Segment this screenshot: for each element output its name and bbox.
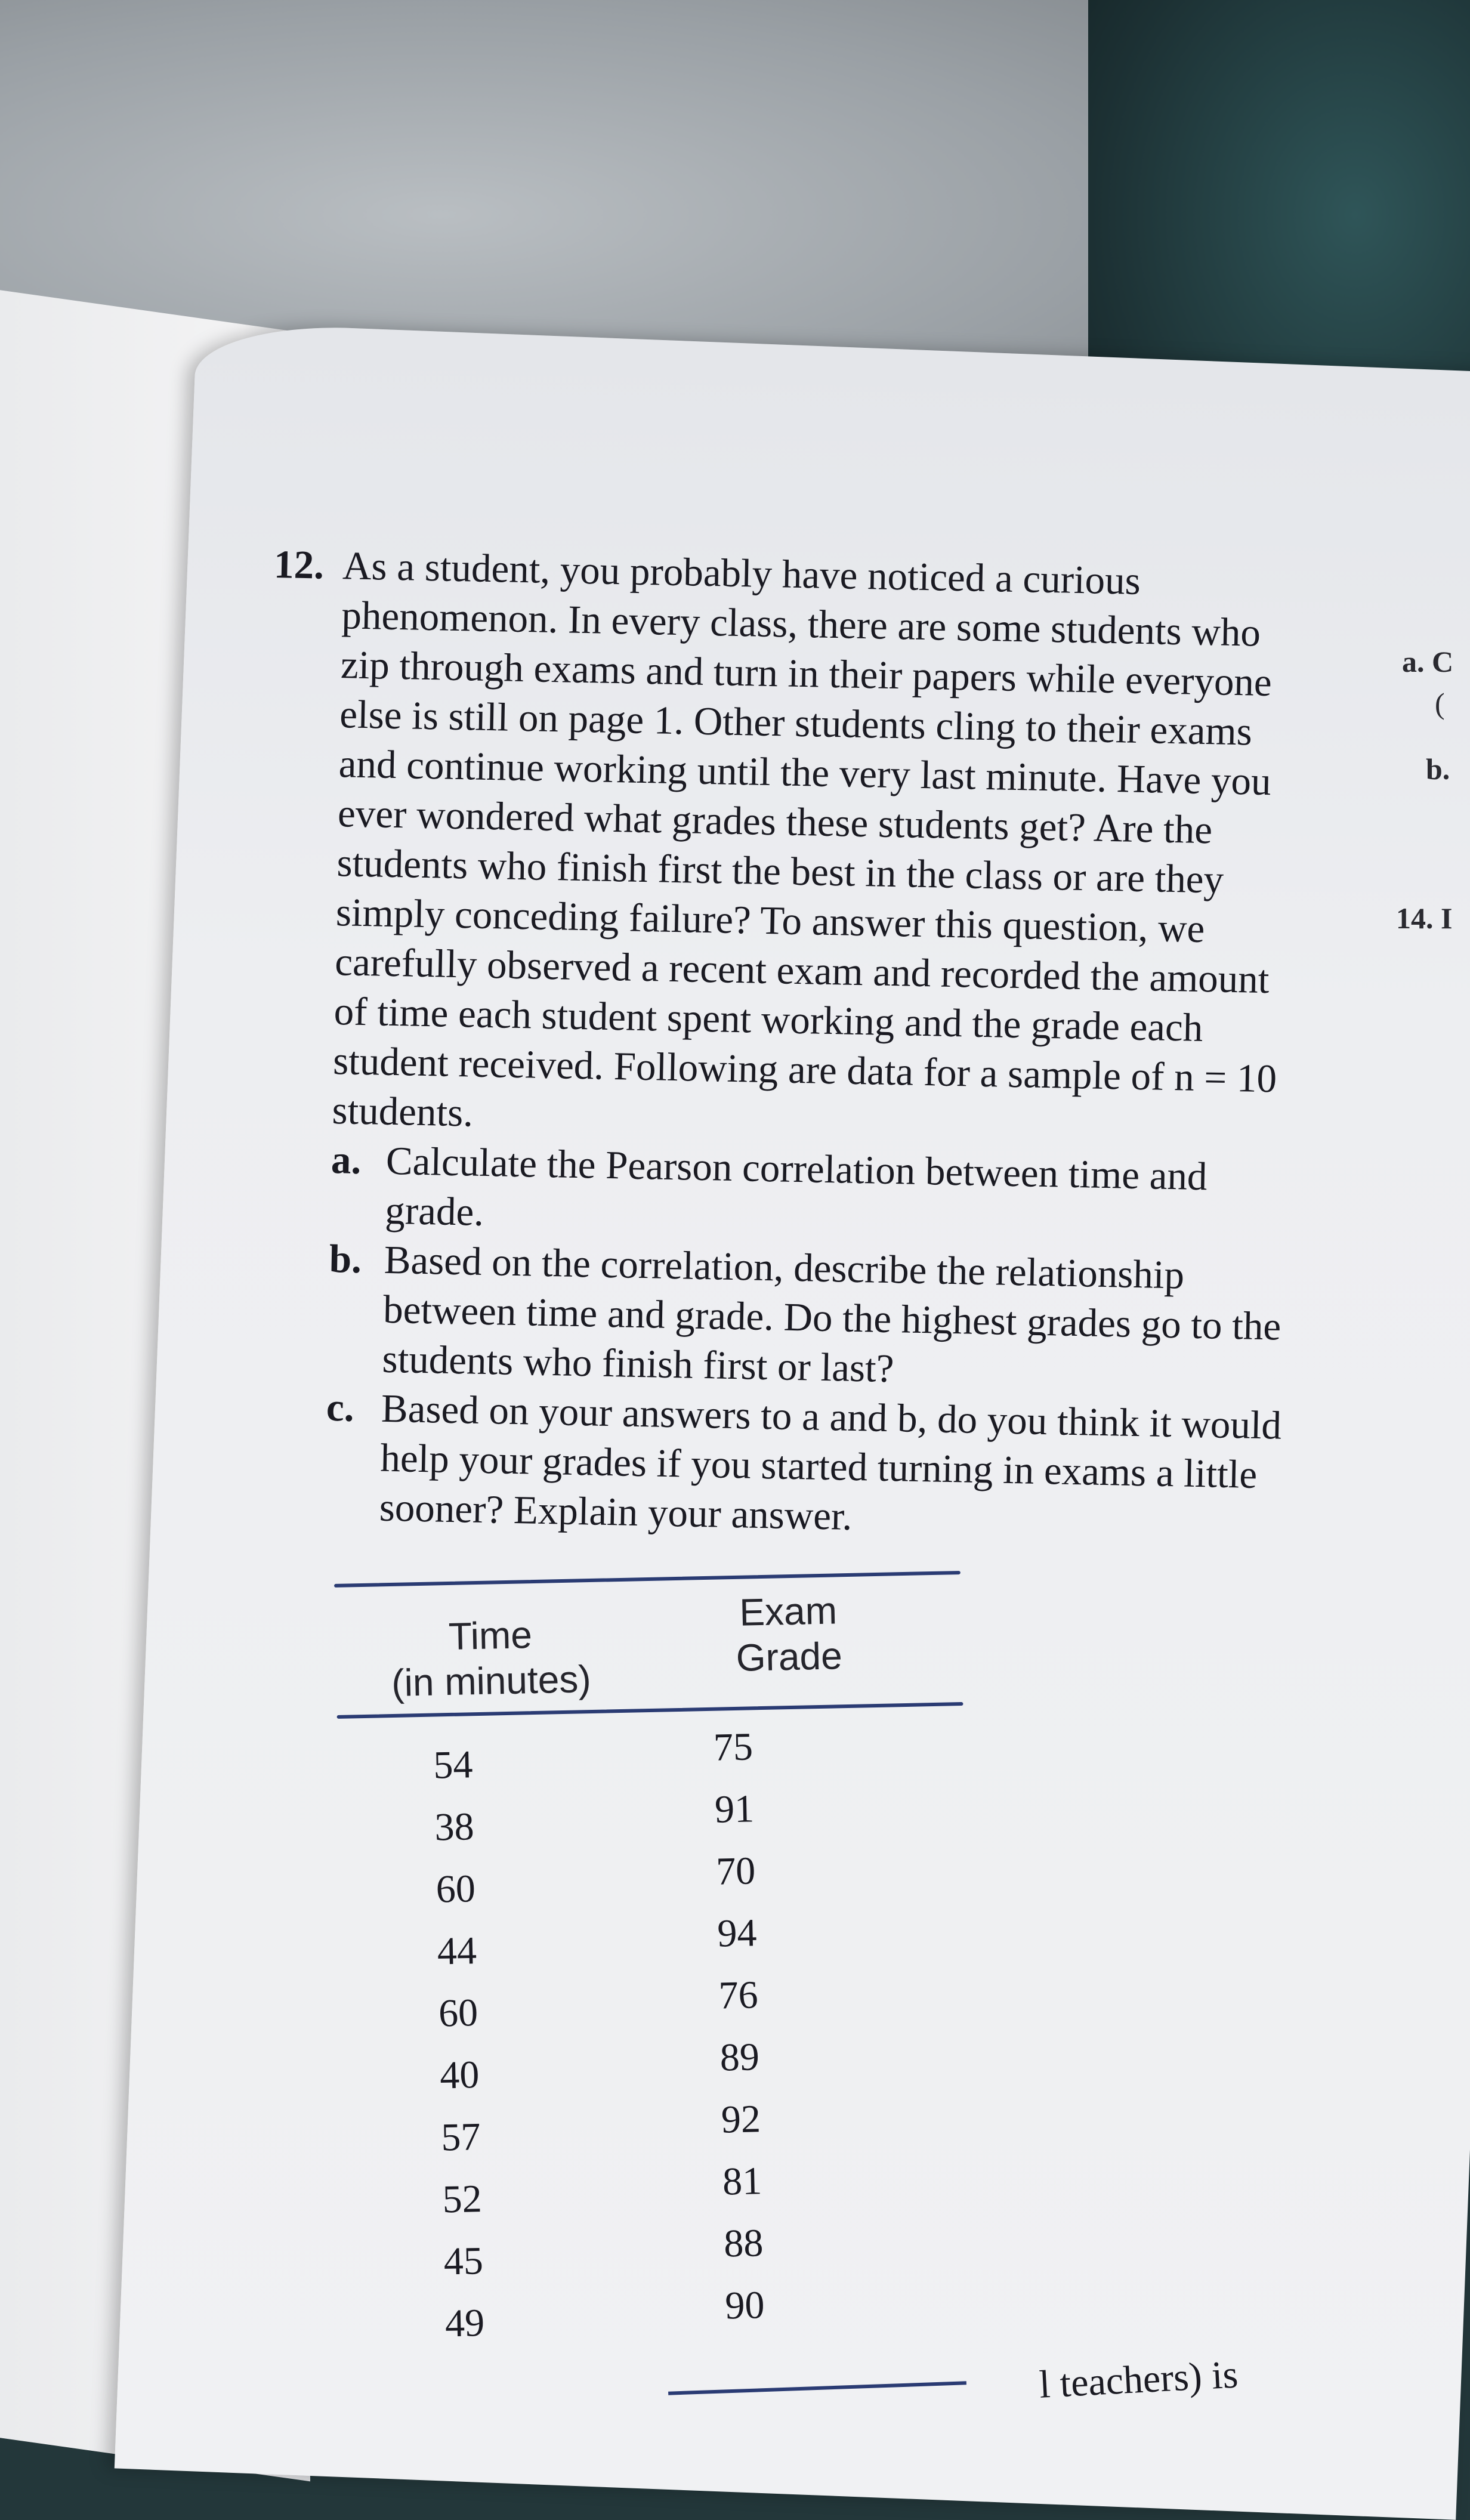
header-grade-label: Exam Grade — [736, 1589, 843, 1679]
grade-cell: 75 — [713, 1725, 753, 1769]
part-b-text: Based on the correlation, describe the relationship between time and grade. Do the highest grades go to the students who finish first or last? — [381, 1237, 1281, 1391]
time-cell: 40 — [439, 2053, 480, 2098]
part-a — [330, 1135, 1289, 1253]
grade-cell: 88 — [723, 2221, 764, 2266]
data-table — [334, 1571, 977, 2357]
margin-b-fragment: b. — [1426, 752, 1450, 786]
part-a-label: a. — [331, 1138, 362, 1182]
part-c-label: c. — [326, 1385, 355, 1430]
problem-text: As a student, you probably have noticed a curious phenomenon. In every class, there are some students who zip through exams and turn in their papers while everyone else is still on page 1. Other students cling to their exams and continue working until the very last minute. Have you ever wondered what grades these students get? Are the students who finish first the best in the class or are they simply conceding failure? To answer this question, we carefully observed a recent exam and recorded the amount of time each student spent working and the grade each student received. Following are data for a sample of n = 10 students. — [331, 543, 1277, 1135]
part-c — [324, 1383, 1284, 1550]
time-cell: 49 — [444, 2301, 485, 2346]
part-b-label: b. — [329, 1236, 362, 1282]
bottom-text-fragment: l teachers) is — [1038, 2352, 1239, 2407]
part-a-text: Calculate the Pearson correlation between time and grade. — [384, 1138, 1208, 1234]
time-cell: 54 — [433, 1743, 474, 1787]
header-time — [335, 1592, 647, 1707]
table-bottom-rule — [668, 2381, 966, 2395]
grade-cell: 90 — [724, 2283, 765, 2328]
header-time-label: Time (in minutes) — [391, 1613, 592, 1705]
grade-cell: 70 — [715, 1849, 756, 1894]
grade-cell: 92 — [721, 2097, 761, 2142]
time-cell: 57 — [440, 2115, 481, 2160]
part-b — [327, 1234, 1287, 1401]
time-cell: 60 — [435, 1867, 476, 1911]
time-cell: 45 — [443, 2239, 484, 2284]
problem-12 — [255, 540, 1301, 1550]
table-header — [334, 1574, 963, 1715]
time-cell: 60 — [438, 1991, 478, 2036]
time-cell: 44 — [437, 1929, 477, 1974]
grade-cell: 94 — [717, 1911, 758, 1956]
margin-a-fragment: a. C — [1402, 645, 1454, 678]
table-row — [349, 2282, 977, 2357]
margin-paren-fragment: ( — [1435, 687, 1445, 720]
time-cell: 38 — [434, 1805, 475, 1849]
margin-number-fragment: 14. I — [1396, 901, 1453, 935]
grade-cell: 81 — [722, 2159, 762, 2204]
problem-number: 12. — [273, 542, 325, 588]
grade-cell: 89 — [719, 2035, 760, 2080]
time-cell: 52 — [441, 2177, 483, 2222]
header-grade — [644, 1586, 933, 1700]
table-body — [337, 1706, 977, 2357]
part-c-text: Based on your answers to a and b, do you think it would help your grades if you started turning in exams a little sooner? Explain your answer. — [379, 1386, 1282, 1539]
grade-cell: 76 — [718, 1973, 759, 2018]
grade-cell: 91 — [714, 1787, 755, 1832]
